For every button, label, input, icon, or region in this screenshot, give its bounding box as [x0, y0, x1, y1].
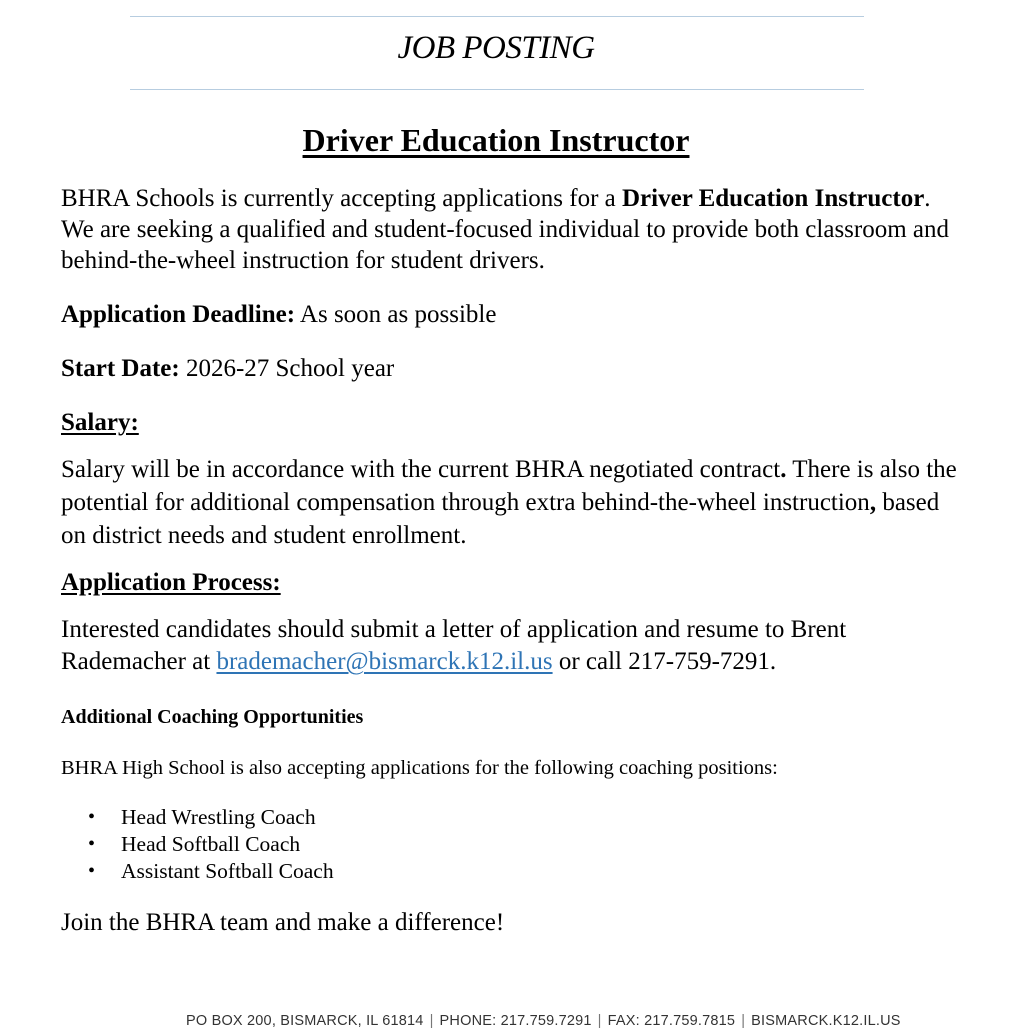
start-date-value: 2026-27 School year [179, 355, 395, 382]
list-item [61, 804, 334, 831]
bullet-icon: • [88, 833, 96, 855]
deadline-label: Application Deadline: [61, 301, 296, 328]
application-process-heading: Application Process: [61, 569, 281, 596]
list-item [61, 858, 334, 885]
closing-line: Join the BHRA team and make a difference! [61, 909, 505, 936]
footer-address: PO BOX 200, BISMARCK, IL 61814 [186, 1013, 424, 1029]
footer [186, 1013, 901, 1029]
salary-paragraph [61, 453, 961, 552]
coaching-positions-list [61, 804, 334, 885]
application-process-paragraph [61, 614, 961, 678]
footer-fax: FAX: 217.759.7815 [607, 1013, 736, 1029]
footer-separator: | [741, 1013, 746, 1029]
list-item [61, 831, 334, 858]
coaching-position: Head Wrestling Coach [121, 805, 316, 829]
salary-text-3: based on district needs and student enrollment. [61, 489, 940, 549]
bullet-icon: • [88, 806, 96, 828]
job-title: Driver Education Instructor [302, 122, 690, 158]
process-text-1: Interested candidates should submit a letter of application and resume to Brent Rademacher at [61, 616, 847, 675]
coaching-paragraph: BHRA High School is also accepting applications for the following coaching positions: [61, 757, 778, 779]
salary-comma: , [869, 489, 877, 516]
salary-text-2: There is also the potential for additional compensation through extra behind-the-wheel instruction [61, 456, 957, 516]
email-link[interactable]: brademacher@bismarck.k12.il.us [216, 648, 553, 675]
start-date [61, 353, 961, 384]
intro-text-2: . We are seeking a qualified and student-focused individual to provide both classroom and behind-the-wheel instruction for student drivers. [61, 185, 950, 274]
salary-text-1: Salary will be in accordance with the current BHRA negotiated contract [61, 456, 781, 483]
coaching-heading: Additional Coaching Opportunities [61, 706, 364, 728]
header-rule-top [130, 16, 864, 17]
footer-separator: | [597, 1013, 602, 1029]
salary-period: . [780, 456, 787, 483]
start-date-label: Start Date: [61, 355, 180, 382]
bullet-icon: • [88, 860, 96, 882]
process-text-2: or call 217-759-7291. [552, 648, 777, 675]
footer-separator: | [429, 1013, 434, 1029]
application-deadline [61, 299, 961, 330]
coaching-position: Assistant Softball Coach [121, 859, 334, 883]
intro-paragraph [61, 183, 961, 276]
intro-text-1: BHRA Schools is currently accepting applications for a [61, 185, 622, 212]
coaching-position: Head Softball Coach [121, 832, 301, 856]
intro-position-name: Driver Education Instructor [622, 185, 925, 212]
footer-website: BISMARCK.K12.IL.US [751, 1013, 901, 1029]
salary-heading: Salary: [61, 409, 139, 436]
footer-phone: PHONE: 217.759.7291 [439, 1013, 592, 1029]
deadline-value: As soon as possible [295, 301, 497, 328]
posting-header: JOB POSTING [397, 30, 595, 66]
header-rule-bottom [130, 89, 864, 90]
